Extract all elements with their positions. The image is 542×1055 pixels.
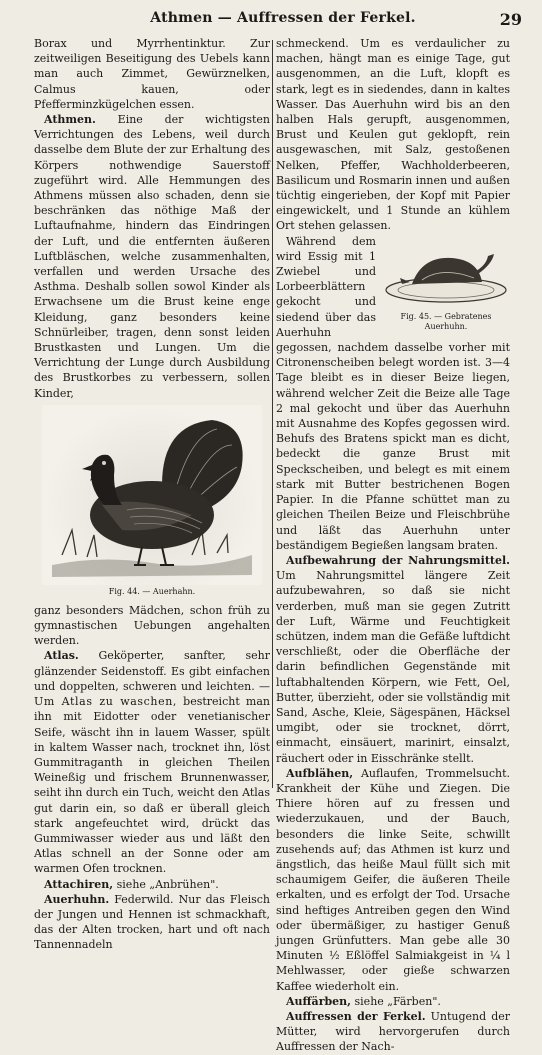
entry-text-aufblaehen: Auflaufen, Trommelsucht. Krankheit der Kühe und Ziegen. Die Thiere hören auf zu fressen und wiederzukauen, und der Bauch, besonders die linke Seite, schwillt zusehends auf; das Athmen ist kurz und ängstlich, das heiße Maul füllt sich mit schaumigem Geifer, die äußeren Theile erkalten, und es erfolgt der Tod. Ursache sind heftiges Antreiben gegen den Wind oder übermäßiger, zu hastiger Genuß jungen Grünfutters. Man gebe alle 30 Minuten ½ Eßlöffel Salmiakgeist in ¼ l Mehlwasser, oder gieße schwarzen Kaffee wiederholt ein. (276, 766, 511, 993)
entry-head-auffaerben: Auffärben, (286, 994, 352, 1008)
entry-atlas (34, 648, 270, 876)
left-column (34, 36, 271, 952)
entry-text-atlas-2: bestreicht man ihn mit Eidotter oder venetianischer Seife, wäscht ihn in lauem Wasser, spült in kaltem Wasser nach, trocknet ihn, löst Gummitraganth in gleichen Theilen Weineßig und frischem Brunnenwasser, seiht ihn durch ein Tuch, weicht den Atlas gut darin ein, so daß er überall gleich stark angefeuchtet wird, drückt das Gummiwasser wieder aus und läßt den Atlas schnell an der Sonne oder am warmen Ofen trocknen. (34, 695, 270, 876)
entry-head-atlas: Atlas. (44, 649, 79, 663)
entry-text-auffressen: Untugend der Mütter, wird hervorgerufen durch Auffressen der Nach- (276, 1010, 511, 1054)
page-header (40, 4, 526, 34)
figure-45-caption: Fig. 45. — Gebratenes Auerhuhn. (400, 311, 492, 331)
paragraph-roasting: Während dem wird Essig mit 1 Zwiebel und Lorbeerblättern gekocht und siedend über das Auerhuhn gegossen, nachdem dasselbe vorher mit Citronenscheiben belegt worden ist. 3—4 Tage bleibt es in dieser Beize liegen, während welcher Zeit die Beize alle Tage 2 mal gekocht und über das Auerhuhn mit Ausnahme des Kopfes gegossen wird. Behufs des Bratens spickt man es dicht, bedeckt die ganze Brust mit Speckscheiben, und belegt es mit einem stark mit Butter bestrichenen Bogen Papier. In die Pfanne schüttet man zu gleichen Theilen Beize und Fleischbrühe und läßt das Auerhuhn unter beständigem Begießen langsam braten. (276, 234, 510, 552)
entry-text-auffaerben: siehe „Färben". (354, 994, 441, 1008)
roast-capercaillie-illustration (382, 234, 510, 310)
entry-auerhuhn (34, 892, 270, 953)
right-column (276, 36, 511, 1054)
figure-45 (382, 234, 510, 332)
running-title: Athmen — Auffressen der Ferkel. (150, 10, 416, 26)
entry-head-auffressen: Auffressen der Ferkel. (286, 1010, 426, 1023)
entry-text-auerhuhn: Federwild. Nur das Fleisch der Jungen und Hennen ist schmackhaft, das der Alten trocken, hart und oft nach Tannennadeln (34, 892, 270, 952)
figure-44 (34, 405, 270, 597)
entry-head-auerhuhn: Auerhuhn. (44, 892, 110, 906)
entry-text-aufbewahrung: Um Nahrungsmittel längere Zeit aufzubewahren, so daß sie nicht verderben, muß man sie gegen Zutritt der Luft, Wärme und Feuchtigkeit schützen, indem man die Gefäße luftdicht verschließt, oder die Oberfläche der darin befindlichen Gegenstände mit luftabhaltenden Körpern, wie Fett, Oel, Butter, überzieht, oder sie vollständig mit Sand, Asche, Kleie, Sägespänen, Häcksel umgibt, oder sie trocknet, dörrt, einmacht, einsäuert, marinirt, einsalzt, räuchert oder in Eisschränke stellt. (276, 569, 510, 765)
entry-aufblaehen (276, 766, 510, 994)
atlas-wash-emphasis: Um Atlas zu waschen, (34, 695, 177, 709)
figure-44-caption: Fig. 44. — Auerhahn. (108, 586, 196, 596)
capercaillie-illustration (42, 405, 262, 585)
entry-auffressen (276, 1009, 510, 1055)
entry-aufbewahrung (276, 553, 510, 766)
entry-attachiren (34, 877, 270, 892)
entry-auffaerben (276, 994, 510, 1009)
column-divider (272, 40, 273, 788)
entry-athmen (34, 112, 270, 401)
entry-text-athmen: Eine der wichtigsten Verrichtungen des Lebens, weil durch dasselbe dem Blute der zur Erhaltung des Körpers nothwendige Sauerstoff zugeführt wird. Alle Hemmungen des Athmens müssen also schaden, denn sie beschränken das nöthige Maß der Luftaufnahme, hindern das Eindringen der Luft, und die entfernten äußeren Luftbläschen, welche zusammenhalten, verfallen und werden Ursache des Asthma. Deshalb sollen sowol Kinder als Erwachsene um die Brust keine enge Kleidung, ganz besonders keine Schnürleiber, tragen, denn sonst leiden Brustkasten und Lungen. Um die Verrichtung der Lunge durch Ausbildung des Brustkorbes zu verbessern, sollen Kinder, (34, 113, 270, 400)
entry-text-atlas: Geköperter, sanfter, sehr glänzender Seidenstoff. Es gibt einfachen und doppelten, schweren und leichten. — (34, 649, 271, 693)
entry-head-aufbewahrung: Aufbewahrung der Nahrungsmittel. (286, 553, 510, 567)
entry-text-attachiren: siehe „Anbrühen". (116, 877, 219, 891)
paragraph-auerhuhn-continued: schmeckend. Um es verdaulicher zu machen, hängt man es einige Tage, gut ausgenommen, an die Luft, klopft es stark, legt es in siedendes, dann in kaltes Wasser. Das Auerhuhn wird bis an den halben Hals gerupft, ausgenommen, Brust und Keulen gut geklopft, rein ausgewaschen, mit Salz, gestoßenen Nelken, Pfeffer, Wachholderbeeren, Basilicum und Rosmarin innen und außen tüchtig eingerieben, der Kopf mit Papier eingewickelt, und 1 Stunde an kühlem Ort stehen gelassen. (276, 37, 510, 233)
page-number: 29 (499, 10, 522, 29)
entry-head-aufblaehen: Aufblähen, (286, 766, 354, 780)
paragraph-borax: Borax und Myrrhentinktur. Zur zeitweiligen Beseitigung des Uebels kann man auch Zimmet, Gewürznelken, Calmus kauen, oder Pfefferminzkügelchen essen. (34, 37, 270, 111)
entry-head-athmen: Athmen. (44, 113, 96, 127)
entry-head-attachiren: Attachiren, (44, 877, 114, 891)
paragraph-maedchen: ganz besonders Mädchen, schon früh zu gymnastischen Uebungen angehalten werden. (34, 603, 270, 648)
